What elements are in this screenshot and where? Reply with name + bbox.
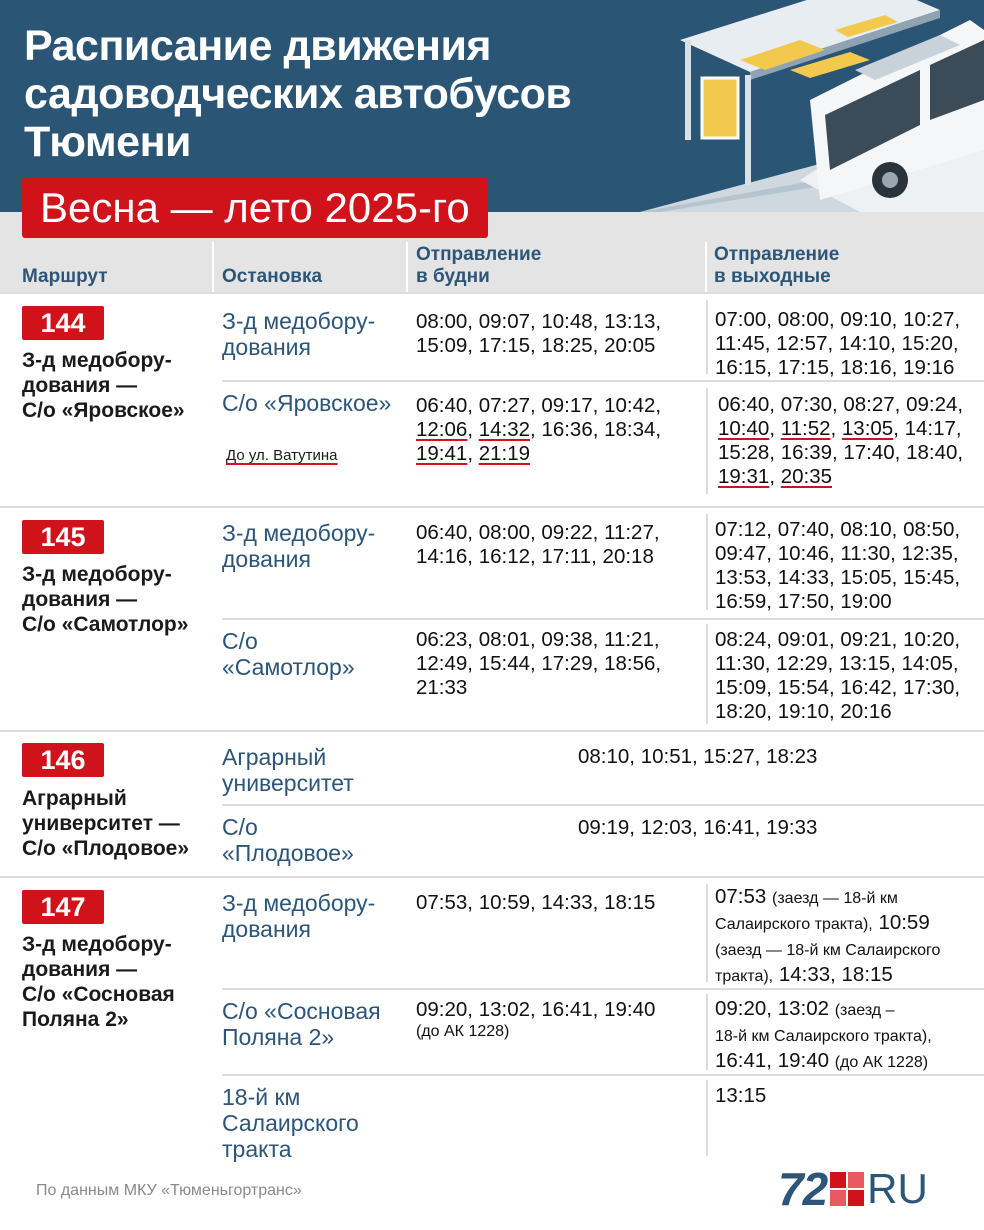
times-line: 06:40, 07:30, 08:27, 09:24, xyxy=(718,393,964,416)
time-note: (заезд – xyxy=(834,1002,895,1019)
times-line: 08:00, 09:07, 10:48, 13:13, xyxy=(416,310,662,333)
route-number-badge: 145 xyxy=(22,520,104,554)
all-days-times: 08:10, 10:51, 15:27, 18:23 xyxy=(578,745,818,768)
time-value: 14:32 xyxy=(478,418,531,441)
weekend-times xyxy=(715,997,932,1075)
stop-name xyxy=(222,890,375,942)
weekday-times xyxy=(416,310,661,358)
season-label: Весна — лето 2025-го xyxy=(22,178,488,238)
column-header-weekend xyxy=(714,244,839,288)
times-line: 07:53, 10:59, 14:33, 18:15 xyxy=(416,891,656,914)
times-line: 15:09, 15:54, 16:42, 17:30, xyxy=(715,676,961,699)
times-line xyxy=(715,911,940,937)
stop-divider xyxy=(222,1074,984,1076)
stop-name xyxy=(222,744,354,796)
weekday-times xyxy=(416,521,660,569)
time-value: 09:20, 13:02 xyxy=(715,997,829,1020)
all-days-times: 09:19, 12:03, 16:41, 19:33 xyxy=(578,816,818,839)
times-line: 12:06, 14:32, 16:36, 18:34, xyxy=(416,418,662,441)
route-divider xyxy=(0,292,984,294)
time-value: 21:19 xyxy=(478,442,531,465)
times-line: 18:20, 19:10, 20:16 xyxy=(715,700,892,723)
times-line: 11:30, 12:29, 13:15, 14:05, xyxy=(715,652,959,675)
route-name-line: Поляна 2» xyxy=(22,1008,129,1031)
stop-name xyxy=(222,308,375,360)
times-line: 10:40, 11:52, 13:05, 14:17, xyxy=(718,417,962,440)
time-note: (до АК 1228) xyxy=(834,1054,929,1071)
time-value: 13:05 xyxy=(841,417,894,440)
route-name xyxy=(22,348,218,423)
times-line: 15:09, 17:15, 18:25, 20:05 xyxy=(416,334,656,357)
route-number-badge: 147 xyxy=(22,890,104,924)
time-value: 16:36, 18:34, xyxy=(541,418,662,441)
time-value: 20:35 xyxy=(780,465,833,488)
time-note: тракта), xyxy=(715,968,774,985)
stop-name xyxy=(222,628,355,680)
times-line: 13:15 xyxy=(715,1084,767,1107)
weekday-times xyxy=(416,628,661,700)
stop-divider xyxy=(222,804,984,806)
time-note: 18-й км Салаирского тракта), xyxy=(715,1028,932,1045)
stop-name-line: З-д медобору- xyxy=(222,890,376,916)
times-line xyxy=(715,937,940,963)
time-value: 10:40 xyxy=(718,417,770,440)
column-divider xyxy=(705,242,707,292)
header-line: Отправление xyxy=(416,244,542,265)
route-number-badge: 146 xyxy=(22,743,104,777)
route-name-line: З-д медобору- xyxy=(22,349,172,372)
time-note: (заезд — 18-й км Салаирского xyxy=(715,942,941,959)
times-line: 06:23, 08:01, 09:38, 11:21, xyxy=(416,628,660,651)
times-line xyxy=(715,1049,932,1075)
weekday-times xyxy=(416,998,655,1042)
bus-stop-illustration xyxy=(640,0,984,212)
route-divider xyxy=(0,506,984,508)
stop-name-line: С/о xyxy=(222,814,258,840)
stop-note xyxy=(226,447,338,465)
times-line: 12:49, 15:44, 17:29, 18:56, xyxy=(416,652,662,675)
header-line: в выходные xyxy=(714,266,831,287)
cell-divider xyxy=(706,388,708,494)
route-name-line: дования — xyxy=(22,588,138,611)
column-header-route: Маршрут xyxy=(22,266,108,287)
stop-name xyxy=(222,814,354,866)
stop-name-line: дования xyxy=(222,546,311,572)
time-note: (до АК 1228) xyxy=(416,1023,510,1040)
column-header-stop: Остановка xyxy=(222,266,323,287)
time-value: 16:41, 19:40 xyxy=(715,1049,829,1072)
route-divider xyxy=(0,876,984,878)
times-line: 09:47, 10:46, 11:30, 12:35, xyxy=(715,542,959,565)
title-line: садоводческих автобусов xyxy=(24,70,572,118)
times-line xyxy=(715,885,940,911)
stop-name-line: «Самотлор» xyxy=(222,654,355,680)
column-header-weekday xyxy=(416,244,541,288)
header-line: в будни xyxy=(416,266,490,287)
stop-name-line: 18-й км xyxy=(222,1084,301,1110)
title-line: Расписание движения xyxy=(24,22,491,70)
times-line: 09:20, 13:02, 16:41, 19:40 xyxy=(416,998,656,1021)
route-name-line: С/о «Плодовое» xyxy=(22,837,190,860)
stop-name: С/о «Яровское» xyxy=(222,390,392,416)
route-name-line: дования — xyxy=(22,958,138,981)
stop-divider xyxy=(222,618,984,620)
times-line: 07:12, 07:40, 08:10, 08:50, xyxy=(715,518,961,541)
stop-name-line: Поляна 2» xyxy=(222,1024,335,1050)
times-line: 13:53, 14:33, 15:05, 15:45, xyxy=(715,566,961,589)
route-name xyxy=(22,562,218,637)
times-line: 14:16, 16:12, 17:11, 20:18 xyxy=(416,545,654,568)
times-line xyxy=(715,1023,932,1049)
times-line: 16:59, 17:50, 19:00 xyxy=(715,590,892,613)
times-line xyxy=(715,963,940,989)
weekend-times xyxy=(715,628,960,724)
stop-note-text: До ул. Ватутина xyxy=(226,447,338,464)
stop-name xyxy=(222,1084,359,1162)
route-name-line: дования — xyxy=(22,374,138,397)
time-note: (заезд — 18-й км xyxy=(772,890,898,907)
stop-name-line: З-д медобору- xyxy=(222,308,376,334)
weekend-times xyxy=(715,518,960,614)
times-line: 08:24, 09:01, 09:21, 10:20, xyxy=(715,628,961,651)
cell-divider xyxy=(706,624,708,724)
source-note: По данным МКУ «Тюменьгортранс» xyxy=(36,1182,302,1199)
route-name-line: С/о «Самотлор» xyxy=(22,613,189,636)
weekend-times xyxy=(715,885,940,989)
route-number-badge: 144 xyxy=(22,306,104,340)
route-name-line: З-д медобору- xyxy=(22,933,172,956)
stop-name-line: С/о «Сосновая xyxy=(222,998,381,1024)
stop-name-line: университет xyxy=(222,770,354,796)
route-name xyxy=(22,932,218,1032)
stop-name xyxy=(222,520,375,572)
cell-divider xyxy=(706,994,708,1070)
weekday-times xyxy=(416,891,655,915)
times-line: 15:28, 16:39, 17:40, 18:40, xyxy=(718,441,964,464)
stop-name-line: дования xyxy=(222,916,311,942)
logo-squares-icon xyxy=(830,1172,864,1206)
cell-divider xyxy=(706,300,708,374)
times-line: 07:00, 08:00, 09:10, 10:27, xyxy=(715,308,961,331)
times-line: 19:41, 21:19 xyxy=(416,442,531,465)
stop-name-line: тракта xyxy=(222,1136,292,1162)
logo-domain: RU xyxy=(867,1165,928,1212)
stop-name-line: Салаирского xyxy=(222,1110,359,1136)
weekend-times xyxy=(715,308,960,380)
time-value: 14:17, xyxy=(904,417,962,440)
weekend-times xyxy=(718,393,963,489)
cell-divider xyxy=(706,514,708,610)
times-line: 06:40, 08:00, 09:22, 11:27, xyxy=(416,521,660,544)
time-value: 12:06 xyxy=(416,418,468,441)
time-value: 10:59 xyxy=(878,911,930,934)
times-line: 21:33 xyxy=(416,676,468,699)
cell-divider xyxy=(706,1080,708,1156)
weekend-times xyxy=(715,1084,766,1108)
times-line: 19:31, 20:35 xyxy=(718,465,833,488)
cell-divider xyxy=(706,884,708,982)
times-line: 06:40, 07:27, 09:17, 10:42, xyxy=(416,394,662,417)
route-name-line: С/о «Сосновая xyxy=(22,983,175,1006)
header-line: Отправление xyxy=(714,244,840,265)
time-value: 19:41 xyxy=(416,442,468,465)
stop-name xyxy=(222,998,381,1050)
times-line: 11:45, 12:57, 14:10, 15:20, xyxy=(715,332,959,355)
page-title xyxy=(24,22,571,166)
time-note: Салаирского тракта), xyxy=(715,916,873,933)
stop-name-line: З-д медобору- xyxy=(222,520,376,546)
route-name-line: университет — xyxy=(22,812,180,835)
time-value: 19:31 xyxy=(718,465,770,488)
weekday-times xyxy=(416,394,661,466)
column-divider xyxy=(406,242,408,292)
title-line: Тюмени xyxy=(24,118,191,166)
route-name-line: З-д медобору- xyxy=(22,563,172,586)
time-value: 11:52 xyxy=(780,417,831,440)
stop-name-line: «Плодовое» xyxy=(222,840,354,866)
time-value: 07:53 xyxy=(715,885,767,908)
route-name-line: С/о «Яровское» xyxy=(22,399,185,422)
column-divider xyxy=(212,242,214,292)
logo-number: 72 xyxy=(778,1163,828,1215)
stop-name-line: Аграрный xyxy=(222,744,327,770)
stop-divider xyxy=(222,380,984,382)
route-divider xyxy=(0,730,984,732)
stop-name-line: дования xyxy=(222,334,311,360)
route-name-line: Аграрный xyxy=(22,787,127,810)
route-name xyxy=(22,786,218,861)
time-value: 14:33, 18:15 xyxy=(778,963,893,986)
stop-divider xyxy=(222,988,984,990)
times-line xyxy=(715,997,932,1023)
stop-name-line: С/о xyxy=(222,628,258,654)
site-logo xyxy=(778,1164,928,1214)
times-line: 16:15, 17:15, 18:16, 19:16 xyxy=(715,356,955,379)
